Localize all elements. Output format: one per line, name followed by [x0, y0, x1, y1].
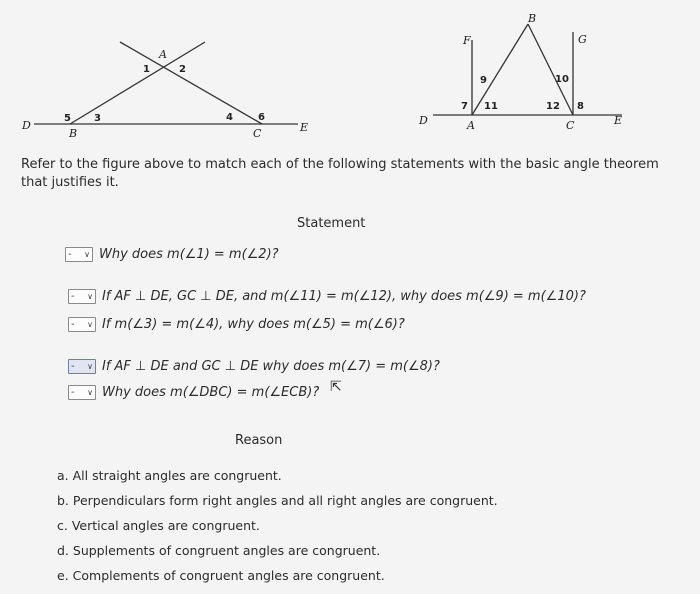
label-angle-4: 4	[226, 112, 233, 123]
label-angle-12: 12	[546, 101, 560, 112]
label-point-e-left: E	[300, 121, 309, 134]
mouse-pointer-icon: ⇱	[330, 379, 342, 395]
reason-option-a: a. All straight angles are congruent.	[57, 468, 282, 483]
label-point-e-right: E	[614, 114, 623, 127]
reason-dropdown-5[interactable]: - ∨	[68, 385, 96, 400]
label-point-a-right: A	[467, 119, 475, 132]
chevron-down-icon: ∨	[84, 250, 90, 259]
reason-dropdown-3[interactable]: - ∨	[68, 317, 96, 332]
label-angle-10: 10	[555, 74, 569, 85]
reason-option-b: b. Perpendiculars form right angles and all right angles are congruent.	[57, 493, 498, 508]
label-point-b-left: B	[69, 127, 78, 140]
statement-text-1: Why does m(∠1) = m(∠2)?	[99, 247, 279, 262]
instructions-text: Refer to the figure above to match each of the following statements with the basic angle theorem that justifies it.	[21, 157, 659, 190]
label-point-c-right: C	[566, 119, 575, 132]
reason-dropdown-1[interactable]: - ∨	[65, 247, 93, 262]
label-angle-7: 7	[461, 101, 468, 112]
label-angle-1: 1	[143, 64, 150, 75]
label-point-b-right: B	[528, 12, 537, 25]
reason-dropdown-4[interactable]: - ∨	[68, 359, 96, 374]
statement-row-1	[65, 247, 279, 262]
left-figure	[21, 42, 308, 140]
statement-row-2	[68, 289, 586, 304]
reason-option-e: e. Complements of congruent angles are congruent.	[57, 568, 385, 583]
reason-dropdown-2[interactable]: - ∨	[68, 289, 96, 304]
label-point-c-left: C	[253, 127, 262, 140]
reason-option-d: d. Supplements of congruent angles are congruent.	[57, 543, 381, 558]
statement-text-4: If AF ⊥ DE and GC ⊥ DE why does m(∠7) = m(∠8)?	[102, 359, 440, 374]
statement-header: Statement	[297, 216, 366, 231]
label-angle-2: 2	[179, 64, 186, 75]
right-figure	[418, 12, 622, 132]
label-angle-9: 9	[480, 75, 487, 86]
label-angle-6: 6	[258, 112, 265, 123]
label-angle-11: 11	[484, 101, 498, 112]
reason-header: Reason	[235, 433, 283, 448]
geometry-figure	[0, 0, 700, 150]
label-point-a-left: A	[159, 48, 167, 61]
label-angle-8: 8	[577, 101, 584, 112]
statement-row-4	[68, 359, 440, 374]
statement-row-3	[68, 317, 405, 332]
chevron-down-icon: ∨	[87, 292, 93, 301]
statement-text-5: Why does m(∠DBC) = m(∠ECB)?	[102, 385, 320, 400]
reason-option-c: c. Vertical angles are congruent.	[57, 518, 260, 533]
statement-row-5	[68, 385, 319, 400]
statement-text-3: If m(∠3) = m(∠4), why does m(∠5) = m(∠6)?	[102, 317, 405, 332]
chevron-down-icon: ∨	[87, 362, 93, 371]
statement-text-2: If AF ⊥ DE, GC ⊥ DE, and m(∠11) = m(∠12), why does m(∠9) = m(∠10)?	[102, 289, 586, 304]
label-point-f-right: F	[463, 34, 471, 47]
chevron-down-icon: ∨	[87, 388, 93, 397]
label-angle-3: 3	[94, 113, 101, 124]
label-point-d-right: D	[419, 114, 428, 127]
chevron-down-icon: ∨	[87, 320, 93, 329]
label-point-g-right: G	[578, 33, 587, 46]
label-point-d-left: D	[22, 119, 31, 132]
label-angle-5: 5	[64, 113, 71, 124]
